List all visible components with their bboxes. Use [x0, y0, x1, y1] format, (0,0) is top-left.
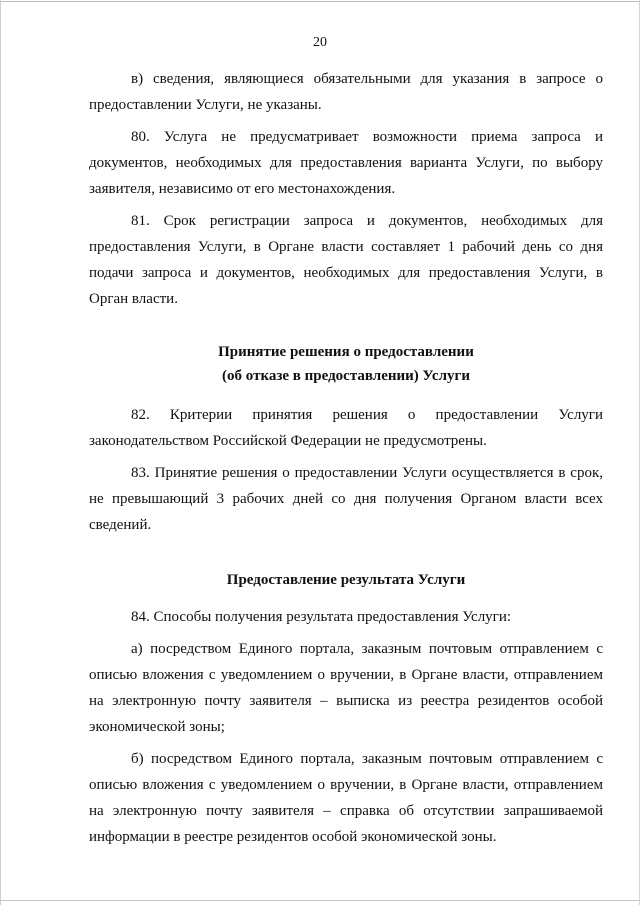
- paragraph-condition-v: в) сведения, являющиеся обязательными для указания в запросе о предоставлении Услуги, не указаны.: [89, 71, 603, 113]
- section-heading-decision-line1: Принятие решения о предоставлении: [218, 344, 474, 360]
- paragraph-84-a: а) посредством Единого портала, заказным почтовым отправлением с описью вложения с уведомлением о вручении, в Органе власти, отправлением на электронную почту заявителя – выписка из реестра резидентов особой экономической зоны;: [89, 641, 603, 735]
- section-heading-result: [89, 568, 603, 592]
- paragraph-82: 82. Критерии принятия решения о предоставлении Услуги законодательством Российской Федерации не предусмотрены.: [89, 407, 603, 449]
- scan-edge-bottom: [1, 900, 639, 901]
- section-heading-decision-line2: (об отказе в предоставлении) Услуги: [222, 368, 470, 384]
- scan-edge-top: [1, 1, 639, 2]
- section-heading-decision: [89, 340, 603, 388]
- paragraph-81: 81. Срок регистрации запроса и документов, необходимых для предоставления Услуги, в Органе власти составляет 1 рабочий день со дня подачи запроса и документов, необходимых для предоставления Услуги, в Орган власти.: [89, 213, 603, 307]
- paragraph-84-b: б) посредством Единого портала, заказным почтовым отправлением с описью вложения с уведомлением о вручении, в Органе власти, отправлением на электронную почту заявителя – справка об отсутствии запрашиваемой информации в реестре резидентов особой экономической зоны.: [89, 751, 603, 845]
- page-number: 20: [313, 35, 327, 50]
- paragraph-80: 80. Услуга не предусматривает возможности приема запроса и документов, необходимых для предоставления варианта Услуги, по выбору заявителя, независимо от его местонахождения.: [89, 129, 603, 197]
- paragraph-83: 83. Принятие решения о предоставлении Услуги осуществляется в срок, не превышающий 3 рабочих дней со дня получения Органом власти всех сведений.: [89, 465, 603, 533]
- paragraph-84: 84. Способы получения результата предоставления Услуги:: [131, 609, 512, 625]
- document-body: [89, 66, 603, 856]
- section-heading-result-title: Предоставление результата Услуги: [226, 572, 466, 588]
